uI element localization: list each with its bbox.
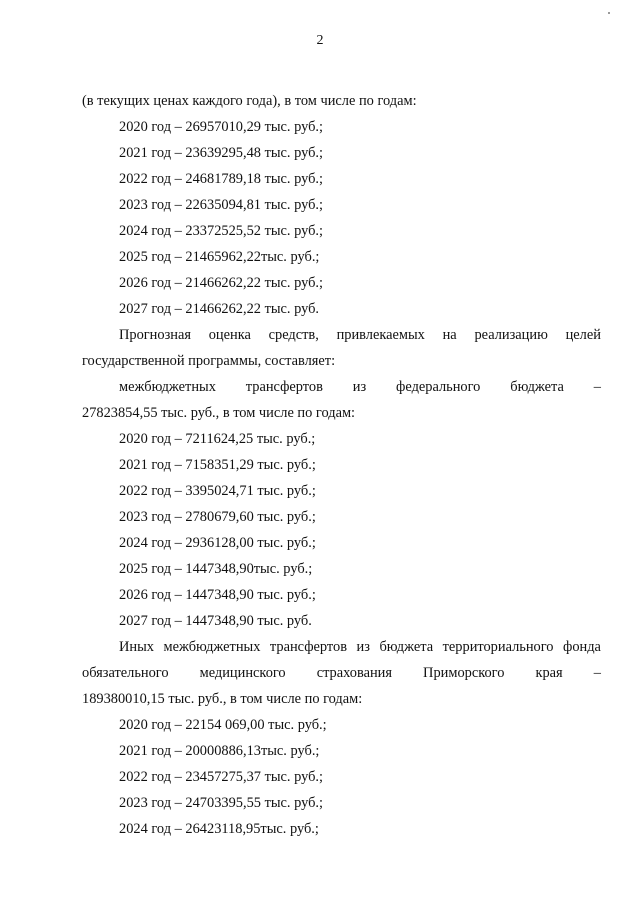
justified-word: межбюджетных	[119, 379, 216, 395]
year-amount-line: 2021 год – 23639295,48 тыс. руб.;	[119, 145, 324, 161]
justified-word: из	[356, 639, 370, 655]
justified-word: фонда	[563, 639, 601, 655]
justified-paragraph-line	[119, 378, 601, 396]
justified-word: бюджета	[379, 639, 434, 655]
year-amount-line: 2020 год – 22154 069,00 тыс. руб.;	[119, 717, 327, 733]
text-line: государственной программы, составляет:	[82, 353, 336, 369]
text-line: 27823854,55 тыс. руб., в том числе по годам:	[82, 405, 356, 421]
justified-paragraph-line	[82, 664, 601, 682]
justified-word: федерального	[396, 379, 481, 395]
year-amount-line: 2022 год – 23457275,37 тыс. руб.;	[119, 769, 324, 785]
justified-word: целей	[565, 327, 601, 343]
justified-word: Иных	[119, 639, 154, 655]
justified-word: медицинского	[199, 665, 286, 681]
year-amount-line: 2022 год – 3395024,71 тыс. руб.;	[119, 483, 316, 499]
justified-word: бюджета	[510, 379, 564, 395]
scan-artifact-dot	[608, 12, 610, 14]
year-amount-line: 2027 год – 1447348,90 тыс. руб.	[119, 613, 312, 629]
justified-word: оценка	[208, 327, 251, 343]
justified-word: трансфертов	[245, 379, 323, 395]
year-amount-line: 2023 год – 24703395,55 тыс. руб.;	[119, 795, 324, 811]
year-amount-line: 2026 год – 21466262,22 тыс. руб.;	[119, 275, 324, 291]
year-amount-line: 2020 год – 7211624,25 тыс. руб.;	[119, 431, 316, 447]
justified-word: привлекаемых	[336, 327, 425, 343]
year-amount-line: 2021 год – 7158351,29 тыс. руб.;	[119, 457, 316, 473]
justified-word: из	[352, 379, 367, 395]
year-amount-line: 2023 год – 22635094,81 тыс. руб.;	[119, 197, 324, 213]
year-amount-line: 2023 год – 2780679,60 тыс. руб.;	[119, 509, 316, 525]
justified-word: межбюджетных	[163, 639, 261, 655]
justified-word: Прогнозная	[119, 327, 191, 343]
justified-word: –	[593, 379, 601, 395]
year-amount-line: 2024 год – 26423118,95тыс. руб.;	[119, 821, 319, 837]
year-amount-line: 2020 год – 26957010,29 тыс. руб.;	[119, 119, 324, 135]
page-number: 2	[316, 33, 324, 48]
justified-word: края	[535, 665, 563, 681]
year-amount-line: 2026 год – 1447348,90 тыс. руб.;	[119, 587, 316, 603]
justified-word: Приморского	[423, 665, 505, 681]
year-amount-line: 2024 год – 2936128,00 тыс. руб.;	[119, 535, 316, 551]
year-amount-line: 2025 год – 1447348,90тыс. руб.;	[119, 561, 313, 577]
justified-word: обязательного	[82, 665, 169, 681]
justified-word: –	[593, 665, 601, 681]
justified-paragraph-line	[119, 326, 601, 344]
justified-paragraph-line	[119, 638, 601, 656]
justified-word: на	[442, 327, 457, 343]
year-amount-line: 2024 год – 23372525,52 тыс. руб.;	[119, 223, 324, 239]
year-amount-line: 2027 год – 21466262,22 тыс. руб.	[119, 301, 320, 317]
text-line: (в текущих ценах каждого года), в том числе по годам:	[82, 93, 417, 109]
justified-word: страхования	[316, 665, 392, 681]
justified-word: средств,	[268, 327, 319, 343]
year-amount-line: 2022 год – 24681789,18 тыс. руб.;	[119, 171, 324, 187]
year-amount-line: 2025 год – 21465962,22тыс. руб.;	[119, 249, 320, 265]
text-line: 189380010,15 тыс. руб., в том числе по годам:	[82, 691, 363, 707]
justified-word: территориального	[442, 639, 554, 655]
justified-word: реализацию	[474, 327, 548, 343]
year-amount-line: 2021 год – 20000886,13тыс. руб.;	[119, 743, 320, 759]
justified-word: трансфертов	[269, 639, 348, 655]
